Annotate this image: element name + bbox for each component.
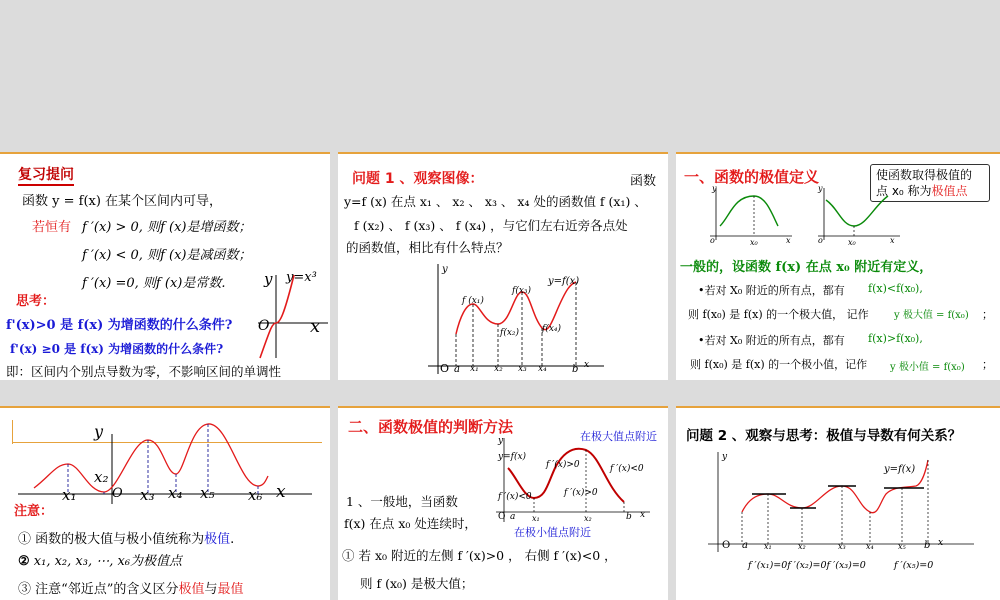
s4-x2: x₂ xyxy=(94,468,109,486)
s4-y-label: y xyxy=(94,422,104,441)
note-line1: 使函数取得极值的 xyxy=(876,168,973,182)
s2-x4-label: x₄ xyxy=(538,364,547,374)
s4-x3: x₃ xyxy=(140,486,155,504)
tangent-graph xyxy=(706,450,976,554)
slide2-line3: 的函数值，相比有什么特点？ xyxy=(346,240,509,255)
s6-x4: x₄ xyxy=(866,542,874,551)
max-graph-x0: x₀ xyxy=(750,238,758,247)
note-item1c: . xyxy=(230,532,235,547)
slide6-heading xyxy=(686,424,961,444)
method-rule2: 则 f (x₀) 是极大值； xyxy=(360,576,474,591)
s6-x5: x₅ xyxy=(898,542,906,551)
slide3-heading: 一、函数的极值定义 xyxy=(684,168,820,186)
s5-x1: x₁ xyxy=(532,514,540,523)
cubic-y-label: y xyxy=(264,270,273,288)
s6-a: a xyxy=(742,540,748,551)
def-bullet3b: f(x)>f(x₀), xyxy=(868,332,923,345)
derivative-zeros-2: f ′(x₅)=0 xyxy=(894,560,934,571)
review-line3: f ′(x) < 0, 则f (x)是减函数； xyxy=(82,248,252,263)
s5-d1: f ′(x)>0 xyxy=(546,460,580,470)
s6-y: y xyxy=(722,452,728,462)
min-graph-x0: x₀ xyxy=(848,238,856,247)
s6-b: b xyxy=(924,540,931,551)
review-line4: f ′(x) =0, 则f (x)是常数. xyxy=(82,276,226,291)
def-bullet3a: •若对 X₀ 附近的所有点，都有 xyxy=(698,334,845,347)
min-graph-x: x xyxy=(890,236,895,245)
slide-question2[interactable] xyxy=(676,406,1000,600)
review-line2b: f ′(x) > 0, 则f (x)是增函数； xyxy=(82,220,252,235)
method-rule1: ① 若 x₀ 附近的左侧 f ′(x)>0 ， 右侧 f ′(x)<0 ， xyxy=(342,548,617,563)
method-line2: f(x) 在点 x₀ 处连续时， xyxy=(344,516,477,531)
note-item3c: 极值 xyxy=(178,582,205,597)
def-bullet4b: y 极小值 = f(x₀) xyxy=(890,362,965,373)
slide2-graph xyxy=(418,262,608,376)
slide2-right-text: 函数 xyxy=(630,174,657,189)
s5-y: y xyxy=(498,436,504,446)
s5-d2: f ′(x)<0 xyxy=(610,464,644,474)
max-graph-o: o xyxy=(710,236,715,245)
slide2-heading: 问题 1 、观察图像： xyxy=(352,171,484,187)
think-label: 思考： xyxy=(16,294,56,309)
s4-o: O xyxy=(112,486,123,501)
s6-o: O xyxy=(722,540,731,551)
def-bullet1a: •若对 X₀ 附近的所有点，都有 xyxy=(698,284,845,297)
s2-x-label: x xyxy=(584,360,590,370)
s5-o: O xyxy=(498,512,506,522)
def-bullet1b: f(x)<f(x₀), xyxy=(868,282,923,295)
s5-x2: x₂ xyxy=(584,514,592,523)
note-item3 xyxy=(18,578,244,597)
s2-x3-label: x₃ xyxy=(518,364,527,374)
note-item1b: 极值 xyxy=(204,532,231,547)
note-line2b: 极值点 xyxy=(931,184,968,198)
def-bullet2c: ； xyxy=(982,308,993,321)
s4-x6: x₆ xyxy=(248,486,263,504)
min-graph-y: y xyxy=(818,184,823,193)
s5-d4: f ′(x)>0 xyxy=(564,488,598,498)
s2-fx4-label: f(x₄) xyxy=(542,324,562,334)
max-graph-y: y xyxy=(712,184,717,193)
def-bullet4c: ； xyxy=(982,358,993,371)
s6-x: x xyxy=(938,538,944,548)
s2-b-label: b xyxy=(572,364,579,375)
max-near-label: 在极大值点附近 xyxy=(580,430,657,443)
note-item3d: 与 xyxy=(204,582,218,597)
note-item1a: ① 函数的极大值与极小值统称为 xyxy=(18,532,205,547)
derivative-zeros-1: f ′(x₁)=0f ′(x₂)=0f ′(x₃)=0 xyxy=(748,560,866,571)
s5-func: y=f(x) xyxy=(498,452,527,462)
note-label: 注意： xyxy=(14,504,54,519)
note-item2b: x₁, x₂, x₃, ⋯, x₆为极值点 xyxy=(33,554,183,569)
slide6-heading-text: 问题 2 、观察与思考：极值与导数有何关系？ xyxy=(686,428,962,444)
def-bullet2a: 则 f(x₀) 是 f(x) 的一个极大值， 记作 xyxy=(688,308,869,321)
s2-x2-label: x₂ xyxy=(494,364,503,374)
s2-func-label: y=f(x) xyxy=(548,276,580,287)
slide2-line1: y=f (x) 在点 x₁ 、 x₂ 、 x₃ 、 x₄ 处的函数值 f (x₁) 、 xyxy=(344,194,647,209)
min-near-label: 在极小值点附近 xyxy=(514,526,591,539)
s4-x: x xyxy=(276,482,286,502)
note-line2a: 点 x₀ 称为 xyxy=(876,184,932,198)
s2-fx1-label: f (x₁) xyxy=(462,296,484,306)
review-line2a: 若恒有 xyxy=(32,220,72,235)
s5-a: a xyxy=(510,512,516,522)
s2-o-label: O xyxy=(440,362,450,375)
s5-x: x xyxy=(640,510,646,520)
s2-fx3-label: f(x₃) xyxy=(512,286,532,296)
slide-extremum-notes[interactable] xyxy=(0,406,330,600)
method-line1: 1 、一般地，当函数 xyxy=(346,494,458,509)
min-graph xyxy=(814,186,904,242)
max-graph xyxy=(706,186,796,242)
s2-a-label: a xyxy=(454,364,460,375)
slide-extremum-definition[interactable] xyxy=(676,152,1000,380)
def-bullet2b: y 极大值 = f(x₀) xyxy=(894,310,969,321)
slide1-heading: 复习提问 xyxy=(18,164,74,186)
note-item3e: 最值 xyxy=(217,582,244,597)
question-1: f'(x)>0 是 f(x) 为增函数的什么条件? xyxy=(6,318,233,333)
note-item1 xyxy=(18,528,234,547)
note-item3b: 区分 xyxy=(152,582,179,597)
slide-judgement-method[interactable] xyxy=(338,406,668,600)
s6-x2: x₂ xyxy=(798,542,806,551)
slide5-heading: 二、函数极值的判断方法 xyxy=(348,418,514,436)
def-bullet4a: 则 f(x₀) 是 f(x) 的一个极小值，记作 xyxy=(690,358,868,371)
s4-x5: x₅ xyxy=(200,484,215,502)
s4-x1: x₁ xyxy=(62,486,77,504)
s5-b: b xyxy=(626,512,632,522)
s2-y-label: y xyxy=(442,264,448,275)
slide-question1[interactable] xyxy=(338,152,668,380)
review-line1: 函数 y = f(x) 在某个区间内可导， xyxy=(22,194,223,209)
definition-general: 一般的，设函数 f(x) 在点 x₀ 附近有定义， xyxy=(680,260,933,275)
s6-func: y=f(x) xyxy=(884,464,916,475)
s4-x4: x₄ xyxy=(168,484,183,502)
slide-review[interactable] xyxy=(0,152,330,380)
cubic-func-label: y=x³ xyxy=(286,270,317,285)
answer-text: 即：区间内个别点导数为零，不影响区间的单调性 xyxy=(6,364,282,379)
extrema-graph xyxy=(14,416,314,506)
s2-fx2-label: f(x₂) xyxy=(500,328,520,338)
question-2: f'(x) ≥0 是 f(x) 为增函数的什么条件? xyxy=(10,342,224,356)
s2-x1-label: x₁ xyxy=(470,364,479,374)
min-graph-o: o xyxy=(818,236,823,245)
s6-x1: x₁ xyxy=(764,542,772,551)
note-item2a: ② xyxy=(18,554,30,569)
slide2-line2: f (x₂) 、 f (x₃) 、 f (x₄) ，与它们左右近旁各点处 xyxy=(354,218,628,233)
s5-d3: f ′(x)<0 xyxy=(498,492,532,502)
cubic-o-label: O xyxy=(258,318,270,334)
cubic-x-label: x xyxy=(310,316,321,337)
note-item3a: ③ 注意“邻近点”的含义 xyxy=(18,582,153,597)
max-graph-x: x xyxy=(786,236,791,245)
s6-x3: x₃ xyxy=(838,542,846,551)
note-item2 xyxy=(18,550,182,569)
